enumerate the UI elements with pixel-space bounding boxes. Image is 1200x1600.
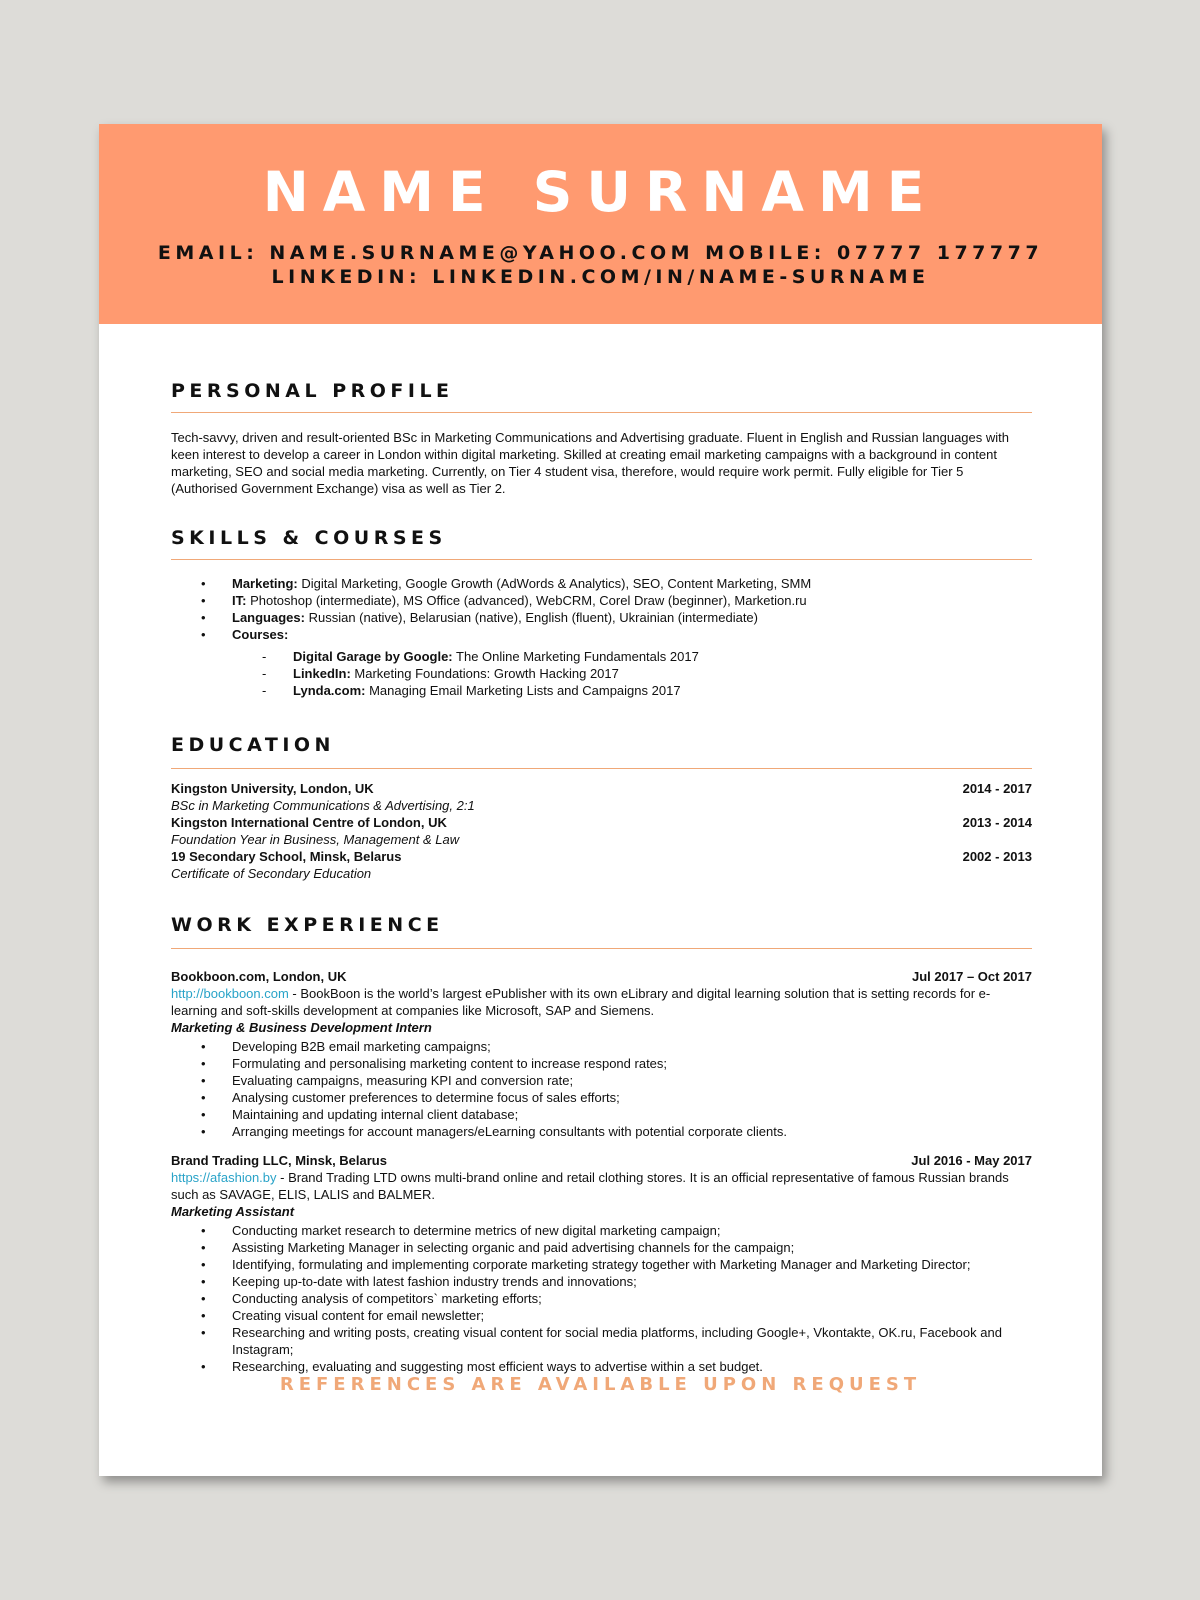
section-divider (171, 768, 1032, 769)
skill-item: • Courses: (171, 626, 1033, 643)
job-entry (171, 968, 1032, 1140)
course-item: - Lynda.com: Managing Email Marketing Lists and Campaigns 2017 (171, 682, 1033, 699)
company-description: https://afashion.by - Brand Trading LTD owns multi-brand online and retail clothing stores. It is an official representative of famous Russian brands such as SAVAGE, ELIS, LALIS and BALMER. (171, 1170, 1009, 1202)
skills-list (171, 575, 1033, 643)
contact-info (99, 241, 1102, 289)
duty-item: • Analysing customer preferences to determine focus of sales efforts; (171, 1089, 1032, 1106)
duty-item: • Assisting Marketing Manager in selecting organic and paid advertising channels for the campaign; (171, 1239, 1032, 1256)
job-dates: Jul 2017 – Oct 2017 (912, 969, 1032, 984)
candidate-name: NAME SURNAME (262, 160, 939, 224)
job-header (171, 968, 1032, 985)
duty-item: • Keeping up-to-date with latest fashion industry trends and innovations; (171, 1273, 1032, 1290)
contact-line-email-mobile: EMAIL: NAME.SURNAME@YAHOO.COM MOBILE: 07777 177777 (157, 242, 1044, 264)
duty-item: • Researching, evaluating and suggesting most efficient ways to advertise within a set budget. (171, 1358, 1032, 1375)
job-role: Marketing Assistant (171, 1204, 295, 1219)
duty-item: • Developing B2B email marketing campaigns; (171, 1038, 1032, 1055)
education-dates: 2013 - 2014 (962, 815, 1032, 830)
education-detail: Foundation Year in Business, Management & Law (171, 832, 460, 847)
section-divider (171, 948, 1032, 949)
section-title-skills: SKILLS & COURSES (171, 527, 447, 549)
courses-list (171, 648, 1033, 699)
company-name: Bookboon.com, London, UK (171, 969, 347, 984)
duty-item: • Creating visual content for email newsletter; (171, 1307, 1032, 1324)
skill-item: • Marketing: Digital Marketing, Google Growth (AdWords & Analytics), SEO, Content Marketing, SMM (171, 575, 1033, 592)
skill-item: • IT: Photoshop (intermediate), MS Office (advanced), WebCRM, Corel Draw (beginner), Marketion.ru (171, 592, 1033, 609)
education-entry-header (171, 848, 1032, 865)
duty-item: • Conducting analysis of competitors` marketing efforts; (171, 1290, 1032, 1307)
education-entry-header (171, 814, 1032, 831)
skills-block (171, 575, 1033, 699)
school-name: Kingston University, London, UK (171, 781, 374, 796)
school-name: Kingston International Centre of London, UK (171, 815, 447, 830)
company-description: http://bookboon.com - BookBoon is the world’s largest ePublisher with its own eLibrary and digital learning solution that is setting records for e-learning and soft-skills development at companies like Microsoft, SAP and Siemens. (171, 986, 991, 1018)
references-note: REFERENCES ARE AVAILABLE UPON REQUEST (279, 1374, 922, 1395)
section-divider (171, 412, 1032, 413)
duties-list (171, 1038, 1032, 1140)
job-entry (171, 1152, 1032, 1375)
job-role: Marketing & Business Development Intern (171, 1020, 432, 1035)
profile-text: Tech-savvy, driven and result-oriented BSc in Marketing Communications and Advertising graduate. Fluent in English and Russian languages with keen interest to develop a career in London within digital marketing. Skilled at creating email marketing campaigns with a background in content marketing, SEO and social media marketing. Currently, on Tier 4 student visa, therefore, would require work permit. Fully eligible for Tier 5 (Authorised Government Exchange) visa as well as Tier 2. (171, 430, 1009, 496)
duty-item: • Researching and writing posts, creating visual content for social media platforms, including Google+, Vkontakte, OK.ru, Facebook and Instagram; (171, 1324, 1032, 1358)
duty-item: • Formulating and personalising marketing content to increase respond rates; (171, 1055, 1032, 1072)
duty-item: • Evaluating campaigns, measuring KPI and conversion rate; (171, 1072, 1032, 1089)
job-header (171, 1152, 1032, 1169)
section-title-work: WORK EXPERIENCE (171, 914, 444, 936)
section-title-education: EDUCATION (171, 734, 335, 756)
course-item: - Digital Garage by Google: The Online Marketing Fundamentals 2017 (171, 648, 1033, 665)
education-block (171, 780, 1032, 882)
education-entry-header (171, 780, 1032, 797)
section-divider (171, 559, 1032, 560)
company-name: Brand Trading LLC, Minsk, Belarus (171, 1153, 387, 1168)
education-dates: 2014 - 2017 (962, 781, 1032, 796)
resume-page (99, 124, 1102, 1476)
course-item: - LinkedIn: Marketing Foundations: Growth Hacking 2017 (171, 665, 1033, 682)
company-link[interactable]: http://bookboon.com (171, 986, 289, 1001)
duty-item: • Conducting market research to determine metrics of new digital marketing campaign; (171, 1222, 1032, 1239)
education-detail: BSc in Marketing Communications & Advertising, 2:1 (171, 798, 475, 813)
contact-line-linkedin: LINKEDIN: LINKEDIN.COM/IN/NAME-SURNAME (271, 266, 930, 288)
school-name: 19 Secondary School, Minsk, Belarus (171, 849, 402, 864)
resume-header (99, 124, 1102, 324)
job-dates: Jul 2016 - May 2017 (911, 1153, 1032, 1168)
education-dates: 2002 - 2013 (962, 849, 1032, 864)
duty-item: • Maintaining and updating internal client database; (171, 1106, 1032, 1123)
skill-item: • Languages: Russian (native), Belarusian (native), English (fluent), Ukrainian (intermediate) (171, 609, 1033, 626)
company-link[interactable]: https://afashion.by (171, 1170, 277, 1185)
duty-item: • Arranging meetings for account managers/eLearning consultants with potential corporate clients. (171, 1123, 1032, 1140)
duties-list (171, 1222, 1032, 1375)
education-detail: Certificate of Secondary Education (171, 866, 372, 881)
duty-item: • Identifying, formulating and implementing corporate marketing strategy together with Marketing Manager and Marketing Director; (171, 1256, 1032, 1273)
section-title-profile: PERSONAL PROFILE (171, 380, 454, 402)
